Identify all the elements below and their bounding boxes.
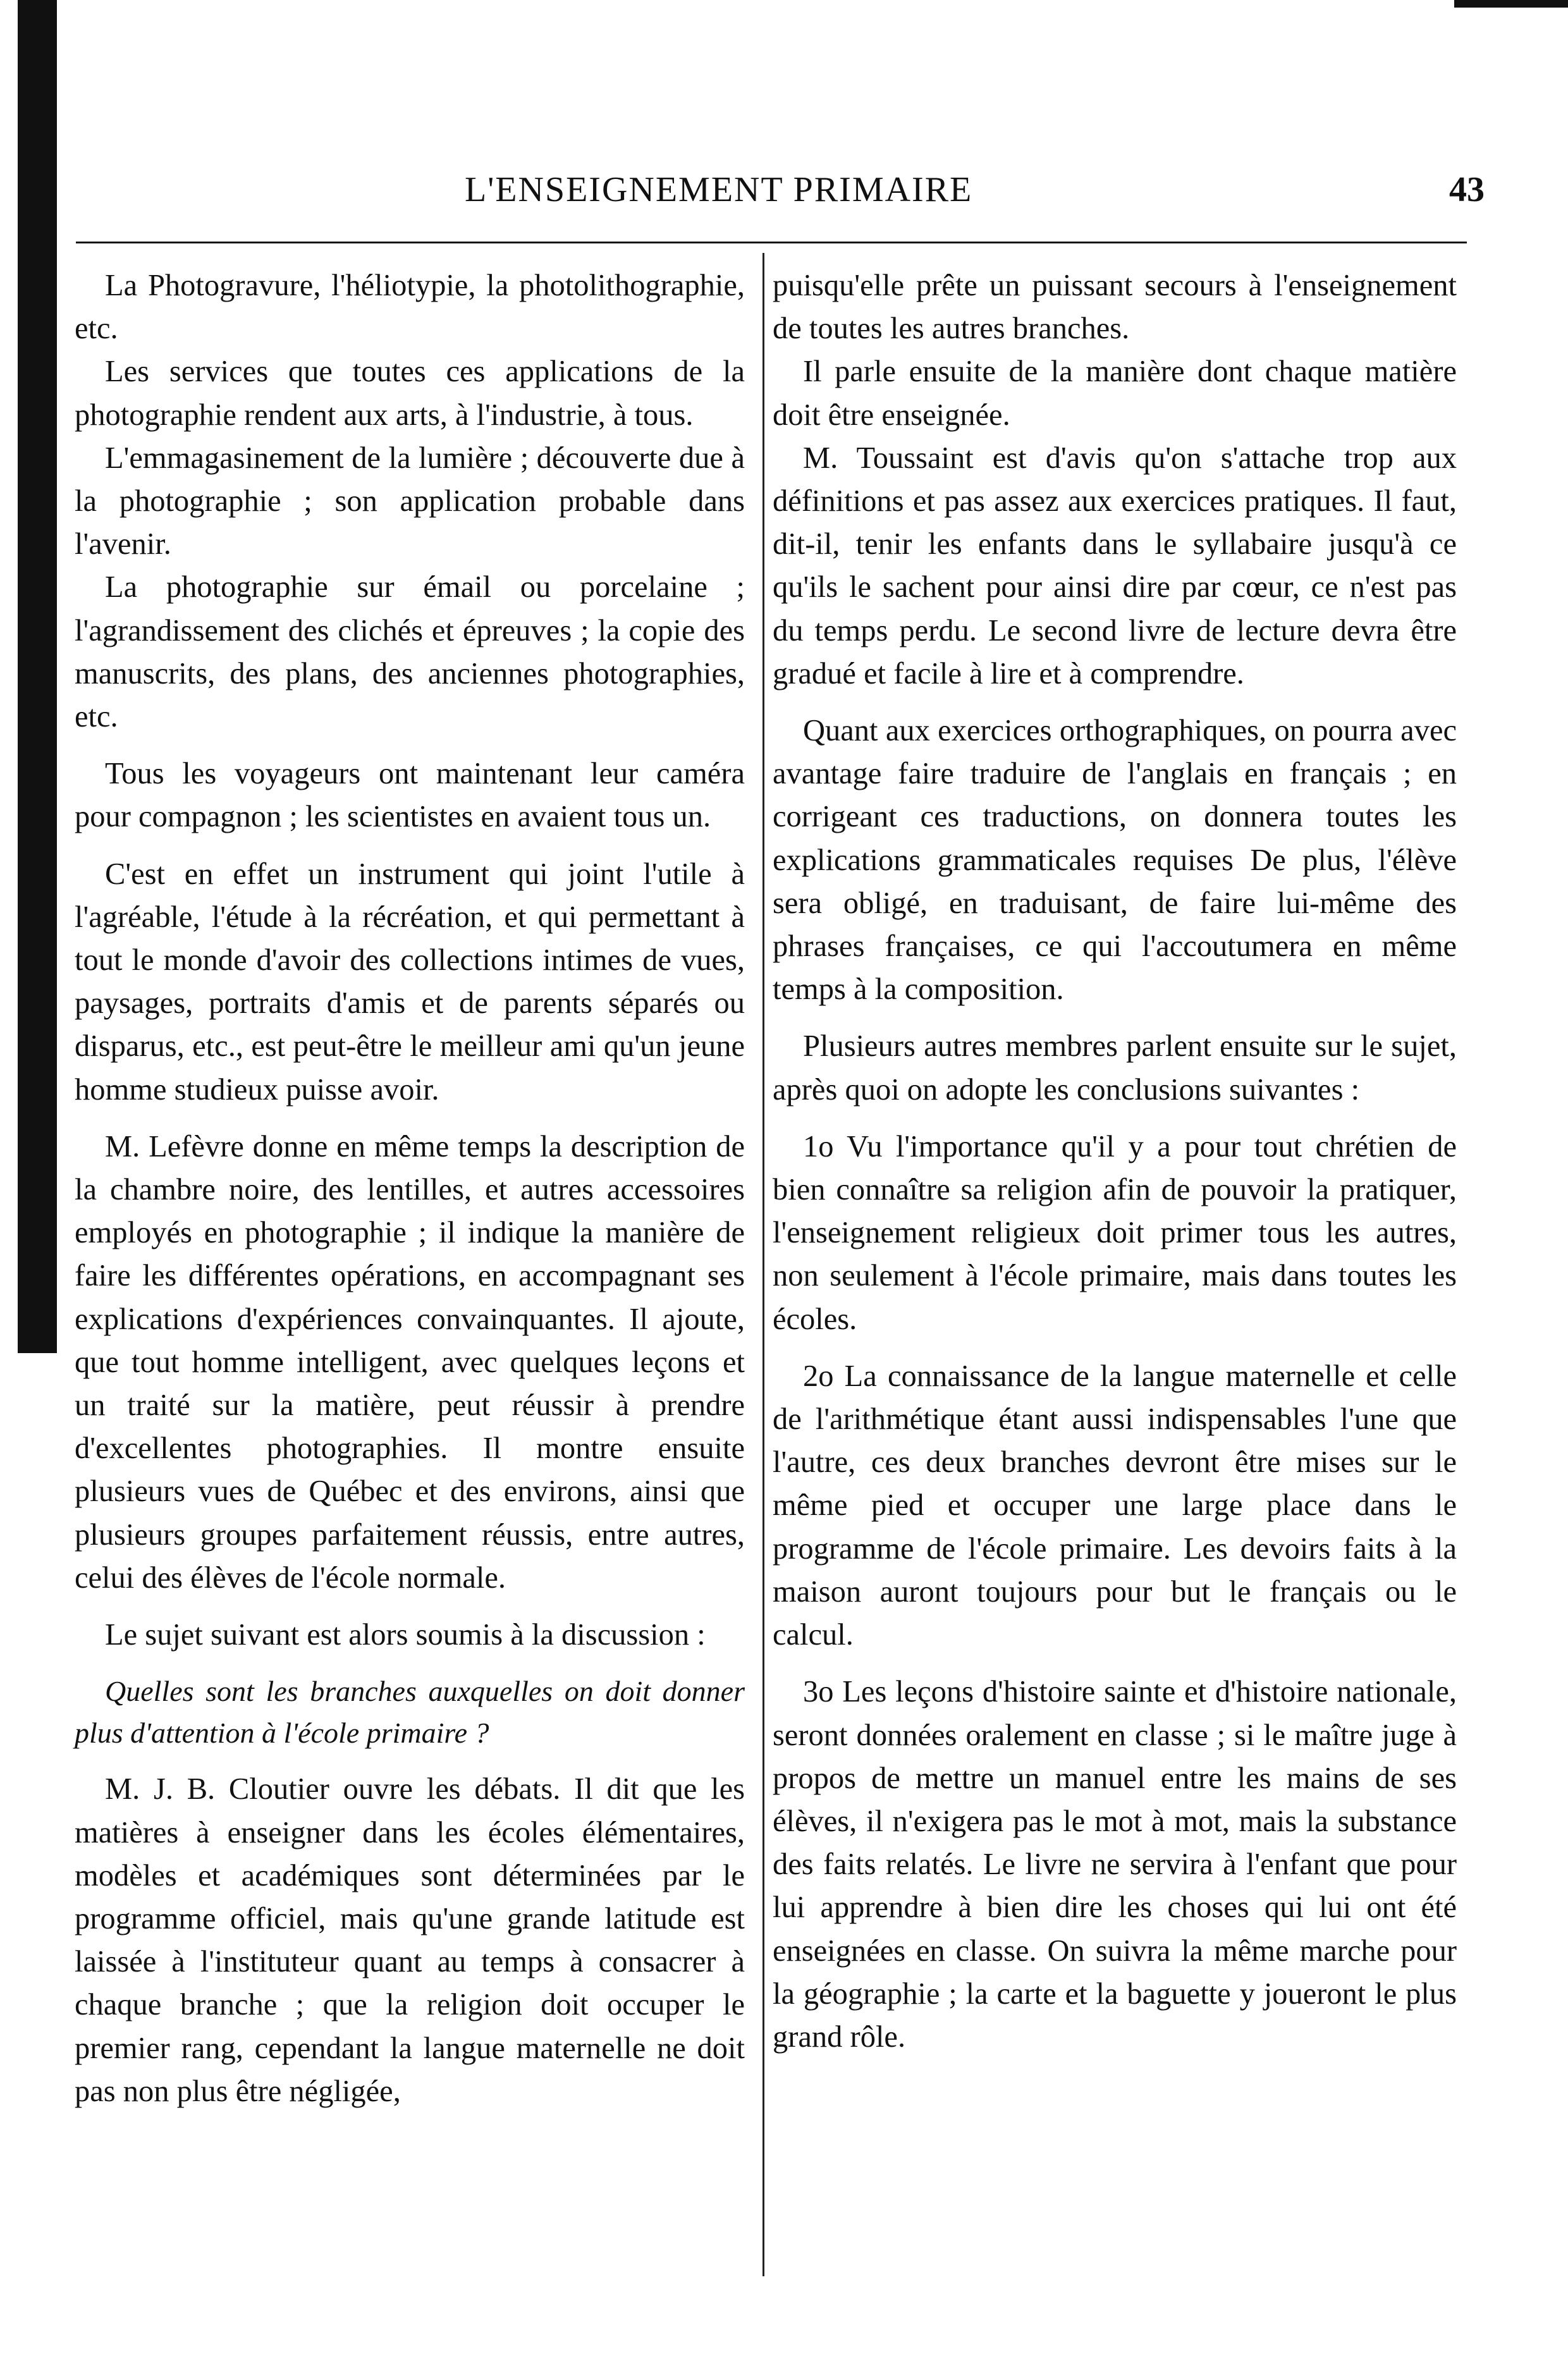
running-header-title: L'ENSEIGNEMENT PRIMAIRE [465, 170, 973, 209]
paragraph: L'emmagasinement de la lumière ; découverte due à la photographie ; son application probable dans l'avenir. [75, 441, 745, 561]
conclusion-item: 1o Vu l'importance qu'il y a pour tout chrétien de bien connaître sa religion afin de pouvoir la pratiquer, l'enseignement religieux doit primer tous les autres, non seulement à l'école primaire, mais dans toutes les écoles. [773, 1129, 1457, 1336]
paragraph: La Photogravure, l'héliotypie, la photolithographie, etc. [75, 269, 745, 346]
conclusion-item: 3o Les leçons d'histoire sainte et d'histoire nationale, seront données oralement en classe ; si le maître juge à propos de mettre un manuel entre les mains de ses élèves, il n'exigera pas le mot à mot, mais la substance des faits relatés. Le livre ne servira à l'enfant que pour lui apprendre à bien dire les choses qui lui ont été enseignées en classe. On suivra la même marche pour la géographie ; la carte et la baguette y joueront le plus grand rôle. [773, 1675, 1457, 2054]
right-column [773, 264, 1457, 2059]
paragraph: Quant aux exercices orthographiques, on pourra avec avantage faire traduire de l'anglais en français ; en corrigeant ces traductions, on donnera toutes les explications grammaticales requises De plus, l'élève sera obligé, en traduisant, de faire lui-même des phrases françaises, ce qui l'accoutumera en même temps à la composition. [773, 714, 1457, 1007]
conclusion-item: 2o La connaissance de la langue maternelle et celle de l'arithmétique étant aussi indispensables l'une que l'autre, ces deux branches devront être mises sur le même pied et occuper une large place dans le programme de l'école primaire. Les devoirs faits à la maison auront toujours pour but le français ou le calcul. [773, 1359, 1457, 1652]
paragraph: Les services que toutes ces applications de la photographie rendent aux arts, à l'industrie, à tous. [75, 355, 745, 432]
paragraph: M. Toussaint est d'avis qu'on s'attache trop aux définitions et pas assez aux exercices pratiques. Il faut, dit-il, tenir les enfants dans le syllabaire jusqu'à ce qu'ils le sachent pour ainsi dire par cœur, ce n'est pas du temps perdu. Le second livre de lecture devra être gradué et facile à lire et à comprendre. [773, 441, 1457, 690]
paragraph: Plusieurs autres membres parlent ensuite sur le sujet, après quoi on adopte les conclusions suivantes : [773, 1029, 1457, 1107]
paragraph: M. J. B. Cloutier ouvre les débats. Il dit que les matières à enseigner dans les écoles élémentaires, modèles et académiques sont déterminées par le programme officiel, mais qu'une grande latitude est laissée à l'instituteur quant au temps à consacrer à chaque branche ; que la religion doit occuper le premier rang, cependant la langue maternelle ne doit pas non plus être négligée, [75, 1772, 745, 2108]
paragraph: C'est en effet un instrument qui joint l'utile à l'agréable, l'étude à la récréation, et qui permettant à tout le monde d'avoir des collections intimes de vues, paysages, portraits d'amis et de parents séparés ou disparus, etc., est peut-être le meilleur ami qu'un jeune homme studieux puisse avoir. [75, 857, 745, 1107]
paragraph: Tous les voyageurs ont maintenant leur caméra pour compagnon ; les scientistes en avaient tous un. [75, 757, 745, 834]
column-divider [763, 253, 764, 2276]
paragraph: Le sujet suivant est alors soumis à la discussion : [105, 1618, 706, 1652]
corner-mark [1454, 0, 1568, 8]
paragraph: M. Lefèvre donne en même temps la description de la chambre noire, des lentilles, et autres accessoires employés en photographie ; il indique la manière de faire les différentes opérations, en accompagnant ses explications d'expériences convainquantes. Il ajoute, que tout homme intelligent, avec quelques leçons et un traité sur la matière, peut réussir à prendre d'excellentes photographies. Il montre ensuite plusieurs vues de Québec et des environs, ainsi que plusieurs groupes parfaitement réussis, entre autres, celui des élèves de l'école normale. [75, 1129, 745, 1595]
binding-edge-bar [18, 0, 57, 1353]
page-number: 43 [1449, 170, 1485, 209]
header-rule [76, 242, 1467, 243]
discussion-question: Quelles sont les branches auxquelles on doit donner plus d'attention à l'école primaire ? [75, 1675, 745, 1750]
paragraph: puisqu'elle prête un puissant secours à l'enseignement de toutes les autres branches. [773, 269, 1457, 346]
paragraph: La photographie sur émail ou porcelaine ; l'agrandissement des clichés et épreuves ; la copie des manuscrits, des plans, des anciennes photographies, etc. [75, 570, 745, 734]
paragraph: Il parle ensuite de la manière dont chaque matière doit être enseignée. [773, 355, 1457, 432]
left-column [75, 264, 745, 2113]
